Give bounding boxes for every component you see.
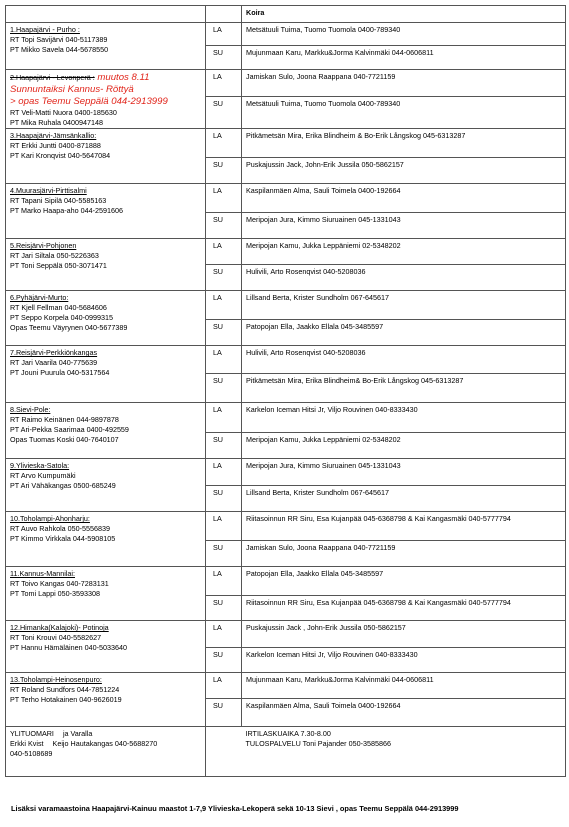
day-cell: LA (206, 239, 242, 265)
chief-judge-phone: 040-5108689 (10, 749, 53, 758)
table-row (6, 403, 566, 433)
dog-cell: Mujunmaan Karu, Markku&Jorma Kalvinmäki 044-0606811 (242, 673, 566, 699)
day-cell: LA (206, 70, 242, 97)
table-row (6, 459, 566, 486)
dog-cell: Kaspilanmäen Alma, Sauli Toimela 0400-192664 (242, 699, 566, 727)
judge-line: Opas Teemu Väyrynen 040-5677389 (10, 323, 128, 332)
judge-line: PT Ari Vähäkangas 0500-685249 (10, 481, 116, 490)
dog-cell: Hulivili, Arto Rosenqvist 040-5208036 (242, 265, 566, 291)
day-cell: SU (206, 97, 242, 129)
table-row (6, 23, 566, 46)
day-cell: LA (206, 23, 242, 46)
table-row (6, 673, 566, 699)
area-title: 10.Toholampi-Ahonharju: (10, 514, 90, 523)
judge-line: PT Terho Hotakainen 040-9626019 (10, 695, 122, 704)
event-info-cell (242, 727, 566, 777)
area-cell (6, 23, 206, 70)
officials-cell (6, 727, 206, 777)
header-area-cell (6, 6, 206, 23)
area-title: 13.Toholampi-Heinosenpuro: (10, 675, 102, 684)
judge-line: PT Kari Kronqvist 040-5647084 (10, 151, 111, 160)
area-title: 4.Muurasjärvi-Pirttisalmi (10, 186, 87, 195)
day-cell: SU (206, 648, 242, 673)
table-row (6, 512, 566, 541)
dog-cell: Meripojan Kamu, Jukka Leppäniemi 02-5348202 (242, 433, 566, 459)
judge-line: PT Hannu Hämäläinen 040-5033640 (10, 643, 127, 652)
judge-line: RT Toni Krouvi 040-5582627 (10, 633, 102, 642)
change-note: muutos 8.11 (94, 72, 150, 83)
officials-names (10, 739, 202, 749)
judge-line: RT Topi Savijärvi 040-5117389 (10, 35, 108, 44)
area-title: 1.Haapajärvi - Purho : (10, 25, 80, 34)
officials-row (6, 727, 566, 777)
area-cell (6, 567, 206, 621)
area-title: 7.Reisjärvi-Perkkiönkangas (10, 348, 98, 357)
header-dog: Koira (242, 6, 566, 23)
judge-line: PT Ari-Pekka Saarimaa 0400-492559 (10, 425, 129, 434)
day-cell: SU (206, 486, 242, 512)
dog-cell: Patopojan Ella, Jaakko Ellala 045-3485597 (242, 320, 566, 346)
day-cell: SU (206, 541, 242, 567)
change-note-line: > opas Teemu Seppälä 044-2913999 (10, 96, 168, 107)
area-title: 11.Kannus-Mannilai: (10, 569, 75, 578)
dog-cell: Mujunmaan Karu, Markku&Jorma Kalvinmäki 044-0606811 (242, 46, 566, 70)
area-cell (6, 184, 206, 239)
day-cell: SU (206, 265, 242, 291)
judge-line: RT Kjell Fellman 040-5684606 (10, 303, 107, 312)
dog-cell: Puskajussin Jack , John-Erik Jussila 050-5862157 (242, 621, 566, 648)
day-cell: LA (206, 291, 242, 320)
dog-cell: Lillsand Berta, Krister Sundholm 067-645617 (242, 291, 566, 320)
table-row (6, 129, 566, 158)
judge-line: PT Mikko Savela 044-5678550 (10, 45, 109, 54)
area-cell (6, 621, 206, 673)
judge-line: PT Tomi Lappi 050-3593308 (10, 589, 101, 598)
table-row (6, 184, 566, 213)
area-title: 6.Pyhäjärvi-Murto: (10, 293, 69, 302)
reserve-title: ja Varalla (62, 729, 93, 738)
area-cell (6, 673, 206, 727)
area-cell (6, 512, 206, 567)
day-cell: SU (206, 46, 242, 70)
judge-line: RT Auvo Rahkola 050-5556839 (10, 524, 111, 533)
table-row (6, 567, 566, 596)
judge-line: RT Jari Siltala 050-5226363 (10, 251, 99, 260)
day-cell: SU (206, 320, 242, 346)
judge-line: PT Seppo Korpela 040-0999315 (10, 313, 113, 322)
judge-line: PT Mika Ruhala 0400947148 (10, 118, 103, 127)
day-cell: LA (206, 403, 242, 433)
day-cell: SU (206, 374, 242, 403)
dog-cell: Jamiskan Sulo, Joona Raappana 040-7721159 (242, 70, 566, 97)
area-title: 9.Ylivieska-Satola: (10, 461, 70, 470)
day-cell: LA (206, 673, 242, 699)
dog-cell: Patopojan Ella, Jaakko Ellala 045-3485597 (242, 567, 566, 596)
judge-line: RT Erkki Juntti 0400-871888 (10, 141, 101, 150)
day-cell: SU (206, 596, 242, 621)
day-cell: SU (206, 158, 242, 184)
dog-cell: Meripojan Jura, Kimmo Siuruainen 045-1331043 (242, 459, 566, 486)
dog-cell: Jamiskan Sulo, Joona Raappana 040-7721159 (242, 541, 566, 567)
chief-judge-name: Erkki Kvist (10, 739, 44, 748)
area-title: 3.Haapajärvi-Jämsänkallio: (10, 131, 97, 140)
chief-judge-title: YLITUOMARI (10, 729, 54, 738)
area-cell (6, 291, 206, 346)
results-service: TULOSPALVELU Toni Pajander 050-3585866 (245, 739, 391, 748)
table-row (6, 621, 566, 648)
day-cell: LA (206, 567, 242, 596)
dog-cell: Riitasoinnun RR Siru, Esa Kujanpää 045-6368798 & Kai Kangasmäki 040-5777794 (242, 512, 566, 541)
dog-cell: Karkelon Iceman Hitsi Jr, Viljo Rouvinen 040-8333430 (242, 403, 566, 433)
dog-cell: Metsätuuli Tuima, Tuomo Tuomola 0400-789340 (242, 97, 566, 129)
dog-cell: Meripojan Jura, Kimmo Siuruainen 045-1331043 (242, 213, 566, 239)
area-cell (6, 459, 206, 512)
dog-cell: Riitasoinnun RR Siru, Esa Kujanpää 045-6368798 & Kai Kangasmäki 040-5777794 (242, 596, 566, 621)
struck-area-title: 2.Haapajärvi - Levonperä : (10, 73, 95, 82)
header-row (6, 6, 566, 23)
dog-cell: Karkelon Iceman Hitsi Jr, Viljo Rouvinen 040-8333430 (242, 648, 566, 673)
day-cell: SU (206, 213, 242, 239)
dog-cell: Pitkämetsän Mira, Erika Blindheim & Bo-Erik Långskog 045-6313287 (242, 129, 566, 158)
judge-line: RT Jari Vaarila 040-775639 (10, 358, 98, 367)
day-cell: LA (206, 459, 242, 486)
day-cell: LA (206, 129, 242, 158)
judging-schedule-table (5, 5, 566, 777)
judge-line: RT Arvo Kumpumäki (10, 471, 76, 480)
day-cell: LA (206, 621, 242, 648)
dog-cell: Kaspilanmäen Alma, Sauli Toimela 0400-192664 (242, 184, 566, 213)
area-cell (6, 70, 206, 129)
table-row (6, 291, 566, 320)
judge-line: PT Jouni Puurula 040-5317564 (10, 368, 110, 377)
judge-line: PT Marko Haapa-aho 044-2591606 (10, 206, 123, 215)
dog-cell: Lillsand Berta, Krister Sundholm 067-645617 (242, 486, 566, 512)
judge-line: Opas Tuomas Koski 040-7640107 (10, 435, 119, 444)
judge-line: PT Kimmo Virkkala 044-5908105 (10, 534, 116, 543)
table-row (6, 239, 566, 265)
reserve-judge: Keijo Hautakangas 040-5688270 (52, 739, 158, 748)
day-cell: SU (206, 699, 242, 727)
judge-line: RT Roland Sundfors 044-7851224 (10, 685, 120, 694)
area-cell (6, 129, 206, 184)
area-title: 12.Himanka(Kalajoki)- Potinoja (10, 623, 109, 632)
table-row (6, 70, 566, 97)
area-cell (6, 403, 206, 459)
judge-line: RT Veli-Matti Nuora 0400-185630 (10, 108, 117, 117)
day-cell: LA (206, 512, 242, 541)
day-cell: LA (206, 346, 242, 374)
day-cell: SU (206, 433, 242, 459)
change-note-line: Sunnuntaiksi Kannus- Röttyä (10, 84, 134, 95)
table-row (6, 346, 566, 374)
judge-line: RT Toivo Kangas 040-7283131 (10, 579, 109, 588)
checkin-time: IRTILASKUAIKA 7.30-8.00 (245, 729, 331, 738)
area-title-line (10, 72, 202, 84)
area-title: 5.Reisjärvi-Pohjonen (10, 241, 77, 250)
area-cell (6, 239, 206, 291)
schedule-body (6, 6, 566, 777)
chief-judge-heading (10, 729, 202, 739)
header-day-cell (206, 6, 242, 23)
area-title: 8.Sievi-Pole: (10, 405, 51, 414)
judge-line: RT Tapani Sipilä 040-5585163 (10, 196, 107, 205)
judge-line: RT Raimo Keinänen 044-9897878 (10, 415, 119, 424)
judge-line: PT Toni Seppälä 050-3071471 (10, 261, 107, 270)
officials-spacer (206, 727, 242, 777)
dog-cell: Meripojan Kamu, Jukka Leppäniemi 02-5348202 (242, 239, 566, 265)
dog-cell: Hulivili, Arto Rosenqvist 040-5208036 (242, 346, 566, 374)
dog-cell: Metsätuuli Tuima, Tuomo Tuomola 0400-789340 (242, 23, 566, 46)
day-cell: LA (206, 184, 242, 213)
dog-cell: Puskajussin Jack, John-Erik Jussila 050-5862157 (242, 158, 566, 184)
reserve-areas-note: Lisäksi varamaastoina Haapajärvi-Kainuu maastot 1-7,9 Ylivieska-Lekoperä sekä 10-13 Sievi , opas Teemu Seppälä 044-2913999 (11, 804, 459, 813)
area-cell (6, 346, 206, 403)
dog-cell: Pitkämetsän Mira, Erika Blindheim& Bo-Erik Långskog 045-6313287 (242, 374, 566, 403)
